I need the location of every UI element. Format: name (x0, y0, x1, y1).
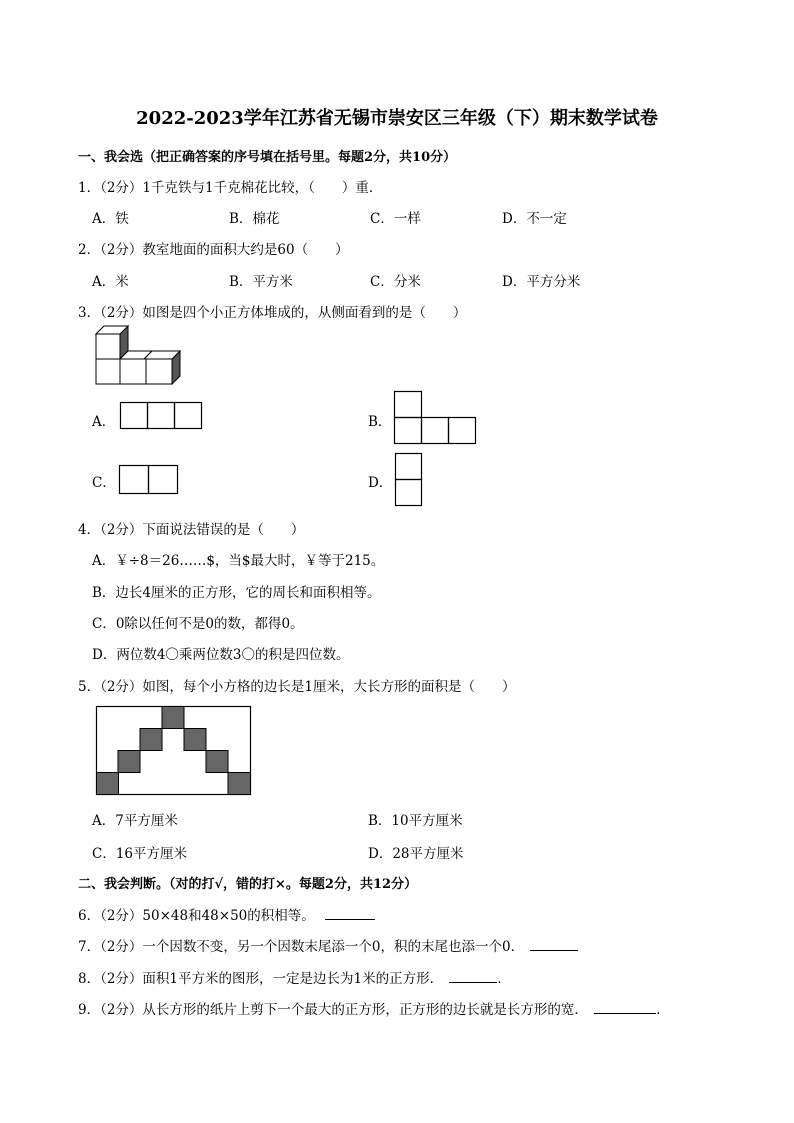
q3-option-b-figure (394, 391, 476, 445)
q2-option-c[interactable]: C．分米 (370, 274, 421, 290)
question-1: 1．（2分）1千克铁与1千克棉花比较，（ ）重． (78, 180, 383, 196)
question-8-tail: ． (497, 971, 511, 987)
question-7-text: 7．（2分）一个因数不变，另一个因数末尾添一个0，积的末尾也添一个0． (78, 939, 525, 955)
answer-blank-7[interactable] (530, 938, 578, 951)
q5-option-b[interactable]: B．10平方厘米 (368, 813, 463, 829)
answer-blank-6[interactable] (325, 907, 375, 920)
q1-option-b[interactable]: B．棉花 (229, 211, 280, 227)
question-7 (78, 935, 578, 955)
section-heading-1: 一、我会选（把正确答案的序号填在括号里。每题2分，共10分） (78, 150, 457, 165)
q4-option-c[interactable]: C．0除以任何不是0的数，都得0。 (92, 616, 304, 632)
q4-option-b[interactable]: B．边长4厘米的正方形，它的周长和面积相等。 (92, 585, 381, 601)
question-6-text: 6．（2分）50×48和48×50的积相等。 (78, 908, 315, 924)
answer-blank-8[interactable] (449, 970, 497, 983)
q3-option-c[interactable]: C． (92, 475, 116, 491)
question-8 (78, 967, 511, 987)
question-5: 5．（2分）如图，每个小方格的边长是1厘米，大长方形的面积是（ ） (78, 679, 516, 695)
q3-option-b[interactable]: B． (368, 414, 392, 430)
q1-option-c[interactable]: C．一样 (370, 211, 421, 227)
q4-option-a[interactable]: A．￥÷8＝26……$，当$最大时，￥等于215。 (92, 553, 385, 569)
grid-rectangle-figure (96, 706, 252, 796)
q5-option-a[interactable]: A．7平方厘米 (92, 813, 178, 829)
page-title: 2022-2023学年江苏省无锡市崇安区三年级（下）期末数学试卷 (136, 108, 658, 129)
q1-option-d[interactable]: D．不一定 (502, 211, 567, 227)
question-9-tail: ． (656, 1002, 670, 1018)
q2-option-b[interactable]: B．平方米 (229, 274, 293, 290)
cube-stack-figure (96, 326, 182, 386)
q3-option-a-figure (120, 402, 202, 430)
section-heading-2: 二、我会判断。（对的打√，错的打×。每题2分，共12分） (78, 877, 418, 892)
question-6 (78, 904, 375, 924)
q3-option-c-figure (119, 465, 179, 495)
answer-blank-9[interactable] (594, 1001, 656, 1014)
question-8-text: 8．（2分）面积1平方米的图形，一定是边长为1米的正方形． (78, 971, 444, 987)
q3-option-d-figure (395, 453, 423, 507)
question-3: 3．（2分）如图是四个小正方体堆成的，从侧面看到的是（ ） (78, 305, 467, 321)
question-2: 2．（2分）教室地面的面积大约是60（ ） (78, 242, 349, 258)
q2-option-a[interactable]: A．米 (92, 274, 129, 290)
question-9-text: 9．（2分）从长方形的纸片上剪下一个最大的正方形，正方形的边长就是长方形的宽． (78, 1002, 588, 1018)
q3-option-a[interactable]: A． (92, 414, 116, 430)
q5-option-d[interactable]: D．28平方厘米 (368, 846, 464, 862)
question-9 (78, 998, 670, 1018)
q3-option-d[interactable]: D． (368, 475, 393, 491)
question-4: 4．（2分）下面说法错误的是（ ） (78, 522, 305, 538)
q1-option-a[interactable]: A．铁 (92, 211, 129, 227)
q5-option-c[interactable]: C．16平方厘米 (92, 846, 188, 862)
q4-option-d[interactable]: D．两位数4〇乘两位数3〇的积是四位数。 (92, 647, 350, 663)
q2-option-d[interactable]: D．平方分米 (502, 274, 581, 290)
